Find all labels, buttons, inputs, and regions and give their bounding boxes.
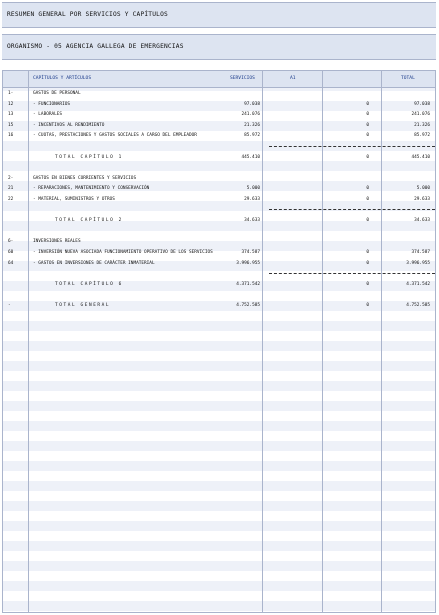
summary-table — [2, 70, 436, 613]
row-total-value: 5.000 — [416, 186, 430, 192]
row-total-value: 4.752.585 — [406, 302, 430, 308]
row-code: 22 — [8, 196, 14, 202]
row-description: GASTOS DE PERSONAL — [33, 91, 81, 96]
row-total-value: 4.371.542 — [406, 281, 430, 287]
table-row — [3, 163, 435, 174]
table-row — [3, 290, 435, 301]
row-total-value: 34.633 — [414, 218, 430, 224]
row-code: 60 — [8, 249, 14, 255]
table-row — [3, 259, 435, 270]
row-description: INVERSIONES REALES — [33, 239, 81, 245]
row-a1-value: 97.038 — [244, 101, 260, 107]
row-description: - INCENTIVOS AL RENDIMIENTO — [33, 122, 105, 128]
row-services-value: 0 — [366, 101, 369, 107]
row-a1-value: 5.000 — [246, 186, 260, 192]
row-code: 1- — [8, 91, 14, 96]
table-row — [3, 142, 435, 153]
row-services-value: 0 — [366, 196, 369, 202]
table-row — [3, 227, 435, 238]
row-services-value: 0 — [366, 302, 369, 308]
total-row — [3, 280, 435, 291]
col-services-label: SERVICIOS — [230, 76, 255, 81]
row-code: 12 — [8, 101, 14, 107]
row-a1-value: 3.996.955 — [236, 260, 260, 266]
row-services-value: 0 — [366, 281, 369, 287]
table-row — [3, 206, 435, 217]
row-description: - GASTOS EN INVERSIONES DE CARÁCTER INMATERIAL — [33, 260, 155, 266]
table-row — [3, 110, 435, 121]
subtotal-rule — [269, 273, 435, 274]
table-row — [3, 269, 435, 280]
table-row — [3, 121, 435, 132]
row-description: TOTAL GENERAL — [55, 302, 111, 308]
row-description: - CUOTAS, PRESTACIONES Y GASTOS SOCIALES A CARGO DEL EMPLEADOR — [33, 133, 197, 139]
subtotal-rule — [269, 209, 435, 210]
table-row — [3, 248, 435, 259]
row-code: 15 — [8, 122, 14, 128]
row-a1-value: 4.752.585 — [236, 302, 260, 308]
row-services-value: 0 — [366, 249, 369, 255]
row-a1-value: 21.326 — [244, 122, 260, 128]
row-total-value: 241.076 — [411, 112, 430, 118]
table-row — [3, 237, 435, 248]
row-a1-value: 85.972 — [244, 133, 260, 139]
row-description: GASTOS EN BIENES CORRIENTES Y SERVICIOS — [33, 175, 137, 181]
row-description: TOTAL CAPÍTULO 2 — [55, 218, 123, 224]
table-row — [3, 89, 435, 100]
report-title: RESUMEN GENERAL POR SERVICIOS Y CAPÍTULOS — [2, 2, 436, 28]
row-services-value: 0 — [366, 112, 369, 118]
row-a1-value: 4.371.542 — [236, 281, 260, 287]
row-services-value: 0 — [366, 218, 369, 224]
row-description: - FUNCIONARIOS — [33, 101, 71, 107]
table-row — [3, 174, 435, 185]
table-row — [3, 184, 435, 195]
row-total-value: 374.587 — [411, 249, 430, 255]
row-description: - LABORALES — [33, 112, 63, 118]
row-description: - INVERSIÓN NUEVA ASOCIADA FUNCIONAMIENTO OPERATIVO DE LOS SERVICIOS — [33, 249, 213, 255]
table-body — [3, 89, 435, 311]
table-row — [3, 195, 435, 206]
row-services-value: 0 — [366, 133, 369, 139]
row-description: - MATERIAL, SUMINISTROS Y OTROS — [33, 196, 115, 202]
row-code: - — [8, 302, 11, 308]
row-a1-value: 29.633 — [244, 196, 260, 202]
col-a1-label: A1 — [290, 76, 296, 81]
total-row — [3, 301, 435, 312]
row-total-value: 97.038 — [414, 101, 430, 107]
row-code: 16 — [8, 133, 14, 139]
total-row — [3, 153, 435, 164]
row-description: TOTAL CAPÍTULO 1 — [55, 154, 123, 160]
row-services-value: 0 — [366, 186, 369, 192]
table-row — [3, 131, 435, 142]
row-total-value: 29.633 — [414, 196, 430, 202]
row-total-value: 21.326 — [414, 122, 430, 128]
row-code: 13 — [8, 112, 14, 118]
row-code: 21 — [8, 186, 14, 192]
total-row — [3, 216, 435, 227]
row-description: TOTAL CAPÍTULO 6 — [55, 281, 123, 287]
table-row — [3, 100, 435, 111]
row-total-value: 3.996.955 — [406, 260, 430, 266]
row-services-value: 0 — [366, 122, 369, 128]
col-chapters-label: CAPÍTULOS Y ARTÍCULOS — [33, 76, 92, 81]
row-code: 6- — [8, 239, 14, 245]
row-code: 2- — [8, 175, 14, 181]
subtotal-rule — [269, 146, 435, 147]
row-code: 64 — [8, 260, 14, 266]
row-description: - REPARACIONES, MANTENIMIENTO Y CONSERVACIÓN — [33, 186, 150, 192]
column-header-row — [3, 71, 435, 88]
row-a1-value: 241.076 — [241, 112, 260, 118]
row-services-value: 0 — [366, 154, 369, 160]
row-services-value: 0 — [366, 260, 369, 266]
organism-title: ORGANISMO - 05 AGENCIA GALLEGA DE EMERGENCIAS — [2, 34, 436, 60]
row-a1-value: 34.633 — [244, 218, 260, 224]
row-a1-value: 445.410 — [241, 154, 260, 160]
col-total-label: TOTAL — [401, 76, 415, 81]
row-total-value: 85.972 — [414, 133, 430, 139]
row-a1-value: 374.587 — [241, 249, 260, 255]
row-total-value: 445.410 — [411, 154, 430, 160]
